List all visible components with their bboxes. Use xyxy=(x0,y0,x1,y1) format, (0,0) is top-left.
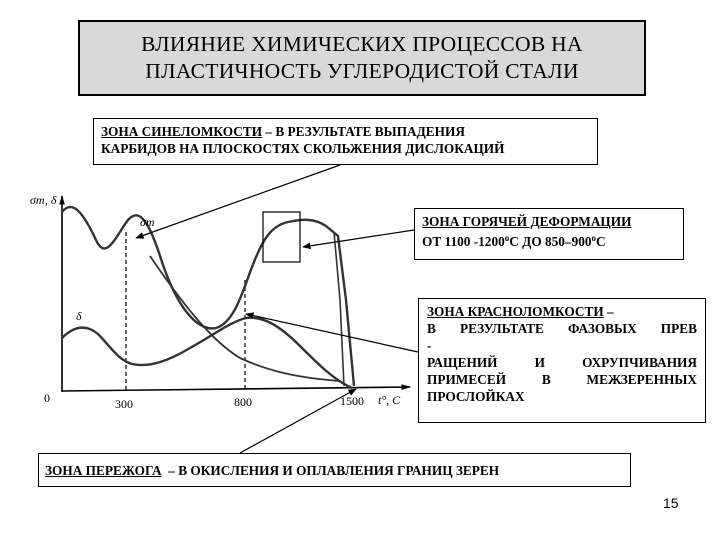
zone-burn-desc: – В ОКИСЛЕНИЯ И ОПЛАВЛЕНИЯ ГРАНИЦ ЗЕРЕН xyxy=(168,463,500,478)
zone-hot-from: ОТ 1100 -1200 xyxy=(422,234,505,249)
x-axis xyxy=(62,387,410,391)
x-axis-label: t°, C xyxy=(378,393,401,407)
zone-red-line-2: В РЕЗУЛЬТАТЕ ФАЗОВЫХ ПРЕВ xyxy=(427,321,697,336)
degree-sign: о xyxy=(504,233,510,243)
zone-red-brittleness-box xyxy=(418,298,706,423)
zone-blue-line-2: КАРБИДОВ НА ПЛОСКОСТЯХ СКОЛЬЖЕНИЯ ДИСЛОКАЦИЙ xyxy=(101,141,505,156)
tick-800: 800 xyxy=(234,395,252,409)
page-number: 15 xyxy=(663,495,679,511)
tick-1500: 1500 xyxy=(340,394,364,408)
elongation-curve-label: δ xyxy=(76,309,82,323)
pointer-blue xyxy=(136,165,340,238)
zone-red-name: ЗОНА КРАСНОЛОМКОСТИ xyxy=(427,304,604,319)
zone-red-line-5: ПРИМЕСЕЙ В МЕЖЗЕРЕННЫХ xyxy=(427,372,697,387)
zone-hot-deformation-box xyxy=(414,208,684,260)
hot-zone-square xyxy=(263,212,300,262)
zone-blue-name: ЗОНА СИНЕЛОМКОСТИ xyxy=(101,124,263,139)
zone-hot-range xyxy=(422,230,683,250)
zone-blue-line-1 xyxy=(101,123,597,140)
title-line-1: ВЛИЯНИЕ ХИМИЧЕСКИХ ПРОЦЕССОВ НА xyxy=(141,32,583,56)
zone-blue-brittleness-box xyxy=(93,118,598,165)
pointer-burn xyxy=(240,389,356,453)
zone-burn-name: ЗОНА ПЕРЕЖОГА xyxy=(45,463,162,478)
zone-burnout-box xyxy=(38,453,631,487)
zone-red-line-1 xyxy=(427,303,697,320)
zone-hot-to: С ДО 850–900 xyxy=(509,234,592,249)
pointer-red xyxy=(246,314,418,352)
y-axis-label: σт, δ xyxy=(30,193,57,207)
zone-red-line-6: ПРОСЛОЙКАХ xyxy=(427,389,525,404)
zone-red-dash: – xyxy=(607,304,614,319)
strength-curve-tail xyxy=(334,232,344,386)
zone-red-line-4: РАЩЕНИЙ И ОХРУПЧИВАНИЯ xyxy=(427,355,697,370)
pointer-hot xyxy=(303,230,414,247)
zone-red-line-3: - xyxy=(427,338,432,353)
zone-hot-name: ЗОНА ГОРЯЧЕЙ ДЕФОРМАЦИИ xyxy=(422,214,632,229)
origin-label: 0 xyxy=(44,391,50,405)
tick-300: 300 xyxy=(115,397,133,411)
strength-curve-label: σт xyxy=(140,215,155,229)
zone-blue-desc: – В РЕЗУЛЬТАТЕ ВЫПАДЕНИЯ xyxy=(265,124,465,139)
title-line-2: ПЛАСТИЧНОСТЬ УГЛЕРОДИСТОЙ СТАЛИ xyxy=(145,59,579,83)
strength-curve xyxy=(62,207,354,386)
degree-sign: о xyxy=(591,233,597,243)
zone-hot-unit: С xyxy=(596,234,606,249)
